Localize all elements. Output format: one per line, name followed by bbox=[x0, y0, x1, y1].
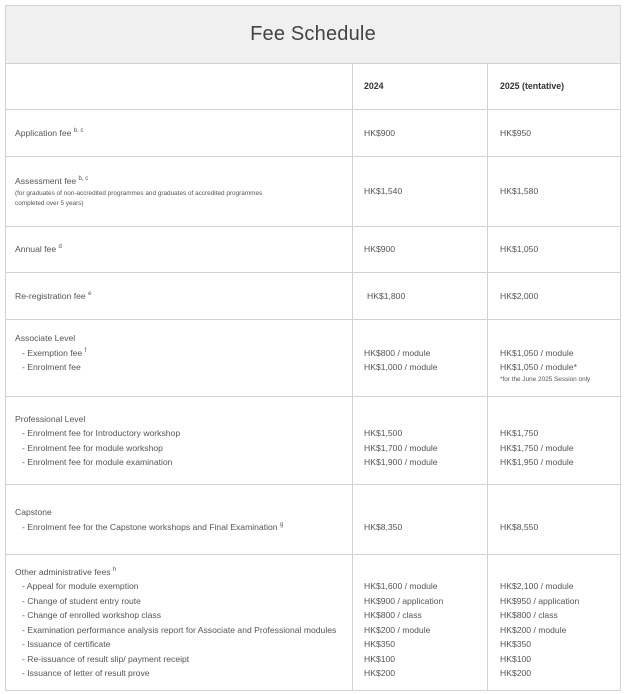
fee-2025-cell bbox=[500, 555, 618, 690]
other-fee-2025: HK$350 bbox=[500, 639, 532, 649]
capstone-item-label: - Enrolment fee for the Capstone workshops and Final Examination bbox=[22, 521, 278, 532]
application-fee-2025: HK$950 bbox=[500, 127, 532, 138]
other-fee-2025: HK$100 bbox=[500, 653, 532, 664]
fee-2024-cell bbox=[364, 157, 489, 226]
other-item-label: - Change of student entry route bbox=[22, 595, 141, 606]
table-row bbox=[6, 320, 620, 397]
header-row bbox=[6, 63, 620, 110]
fee-2025-cell bbox=[500, 227, 618, 272]
header-2024 bbox=[364, 63, 489, 109]
associate-enrolment-2024: HK$1,000 / module bbox=[364, 362, 438, 373]
footnote-ref: d bbox=[58, 244, 62, 251]
fee-label-cell bbox=[15, 273, 345, 319]
reregistration-fee-2024: HK$1,800 bbox=[367, 290, 406, 301]
footnote-ref: h bbox=[112, 566, 117, 573]
other-fee-2024: HK$350 bbox=[364, 639, 396, 649]
other-fee-2024: HK$900 / application bbox=[364, 595, 444, 606]
fee-2025-cell bbox=[500, 110, 618, 156]
other-fee-2025: HK$200 / module bbox=[500, 624, 567, 635]
other-fees-heading: Other administrative fees bbox=[15, 566, 111, 577]
fee-label-cell bbox=[15, 227, 345, 272]
fee-2025-cell bbox=[500, 273, 618, 319]
table-row bbox=[6, 110, 620, 157]
fee-label-cell bbox=[15, 555, 345, 690]
application-fee-2024: HK$900 bbox=[364, 127, 396, 138]
professional-fee-2024: HK$1,700 / module bbox=[364, 442, 438, 453]
professional-fee-2025: HK$1,750 bbox=[500, 428, 539, 438]
fee-label-cell bbox=[15, 397, 345, 484]
annual-fee-2025: HK$1,050 bbox=[500, 244, 539, 255]
assessment-fee-2024: HK$1,540 bbox=[364, 186, 403, 197]
application-fee-label: Application fee bbox=[15, 127, 72, 138]
associate-exemption-2024: HK$800 / module bbox=[364, 347, 431, 358]
fee-label-cell bbox=[15, 485, 345, 554]
professional-level-heading: Professional Level bbox=[15, 413, 86, 424]
capstone-fee-2025: HK$8,550 bbox=[500, 521, 539, 532]
fee-2024-cell bbox=[364, 110, 489, 156]
fee-2024-cell bbox=[364, 555, 489, 690]
footnote-ref: g bbox=[279, 521, 284, 528]
professional-item-label: - Enrolment fee for module workshop bbox=[22, 442, 163, 453]
assessment-fee-label: Assessment fee bbox=[15, 176, 77, 187]
reregistration-fee-label: Re-registration fee bbox=[15, 290, 86, 301]
fee-2024-cell bbox=[364, 320, 489, 396]
footnote-ref: f bbox=[84, 347, 87, 354]
assessment-note-line-2: completed over 5 years) bbox=[15, 199, 84, 207]
associate-exemption-2025: HK$1,050 / module bbox=[500, 347, 574, 358]
header-cell-item bbox=[15, 63, 345, 109]
table-row bbox=[6, 157, 620, 227]
capstone-heading: Capstone bbox=[15, 507, 52, 517]
footnote-ref: e bbox=[88, 290, 92, 297]
other-item-label: - Change of enrolled workshop class bbox=[22, 610, 162, 620]
footnote-ref: b, c bbox=[73, 127, 84, 134]
other-fee-2025: HK$200 bbox=[500, 668, 532, 678]
professional-fee-2025: HK$1,950 / module bbox=[500, 457, 574, 467]
table-row bbox=[6, 555, 620, 690]
fee-2025-cell bbox=[500, 397, 618, 484]
header-2025-label: 2025 (tentative) bbox=[500, 80, 565, 91]
annual-fee-2024: HK$900 bbox=[364, 244, 396, 255]
other-fee-2024: HK$1,600 / module bbox=[364, 581, 438, 591]
other-fee-2024: HK$800 / class bbox=[364, 610, 422, 620]
header-2024-label: 2024 bbox=[364, 80, 384, 91]
fee-2024-cell bbox=[364, 397, 489, 484]
other-item-label: - Appeal for module exemption bbox=[22, 581, 139, 591]
fee-schedule-table bbox=[5, 5, 621, 691]
associate-level-heading: Associate Level bbox=[15, 333, 76, 344]
fee-label-cell bbox=[15, 157, 345, 226]
other-fee-2025: HK$2,100 / module bbox=[500, 581, 574, 591]
fee-2024-cell bbox=[364, 227, 489, 272]
professional-fee-2024: HK$1,500 bbox=[364, 428, 403, 438]
assessment-fee-2025: HK$1,580 bbox=[500, 186, 539, 197]
fee-2025-cell bbox=[500, 320, 618, 396]
other-item-label: - Re-issuance of result slip/ payment receipt bbox=[22, 653, 190, 664]
other-item-label: - Issuance of letter of result prove bbox=[22, 668, 150, 678]
professional-item-label: - Enrolment fee for Introductory workshop bbox=[22, 428, 181, 438]
header-2025 bbox=[500, 63, 618, 109]
capstone-fee-2024: HK$8,350 bbox=[364, 521, 403, 532]
professional-fee-2025: HK$1,750 / module bbox=[500, 442, 574, 453]
table-row bbox=[6, 227, 620, 273]
professional-fee-2024: HK$1,900 / module bbox=[364, 457, 438, 467]
annual-fee-label: Annual fee bbox=[15, 244, 57, 255]
other-item-label: - Examination performance analysis report for Associate and Professional modules bbox=[22, 624, 337, 635]
other-fee-2025: HK$950 / application bbox=[500, 595, 580, 606]
footnote-ref: b, c bbox=[78, 176, 89, 183]
fee-label-cell bbox=[15, 320, 345, 396]
assessment-note-line-1: (for graduates of non-accredited programmes and graduates of accredited programmes bbox=[15, 189, 263, 197]
associate-enrolment-label: - Enrolment fee bbox=[22, 362, 81, 373]
other-fee-2025: HK$800 / class bbox=[500, 610, 558, 620]
fee-2025-cell bbox=[500, 157, 618, 226]
table-row bbox=[6, 273, 620, 320]
reregistration-fee-2025: HK$2,000 bbox=[500, 290, 539, 301]
table-title-bar bbox=[6, 6, 620, 64]
table-row bbox=[6, 485, 620, 555]
other-fee-2024: HK$100 bbox=[364, 653, 396, 664]
associate-footnote: *for the June 2025 Session only bbox=[500, 375, 591, 383]
other-fee-2024: HK$200 / module bbox=[364, 624, 431, 635]
fee-2025-cell bbox=[500, 485, 618, 554]
page-title: Fee Schedule bbox=[250, 23, 376, 45]
professional-item-label: - Enrolment fee for module examination bbox=[22, 457, 173, 467]
fee-2024-cell bbox=[367, 273, 492, 319]
other-fee-2024: HK$200 bbox=[364, 668, 396, 678]
fee-2024-cell bbox=[364, 485, 489, 554]
associate-enrolment-2025: HK$1,050 / module* bbox=[500, 362, 577, 373]
other-item-label: - Issuance of certificate bbox=[22, 639, 111, 649]
fee-label-cell bbox=[15, 110, 345, 156]
associate-exemption-label: - Exemption fee bbox=[22, 347, 83, 358]
table-row bbox=[6, 397, 620, 485]
